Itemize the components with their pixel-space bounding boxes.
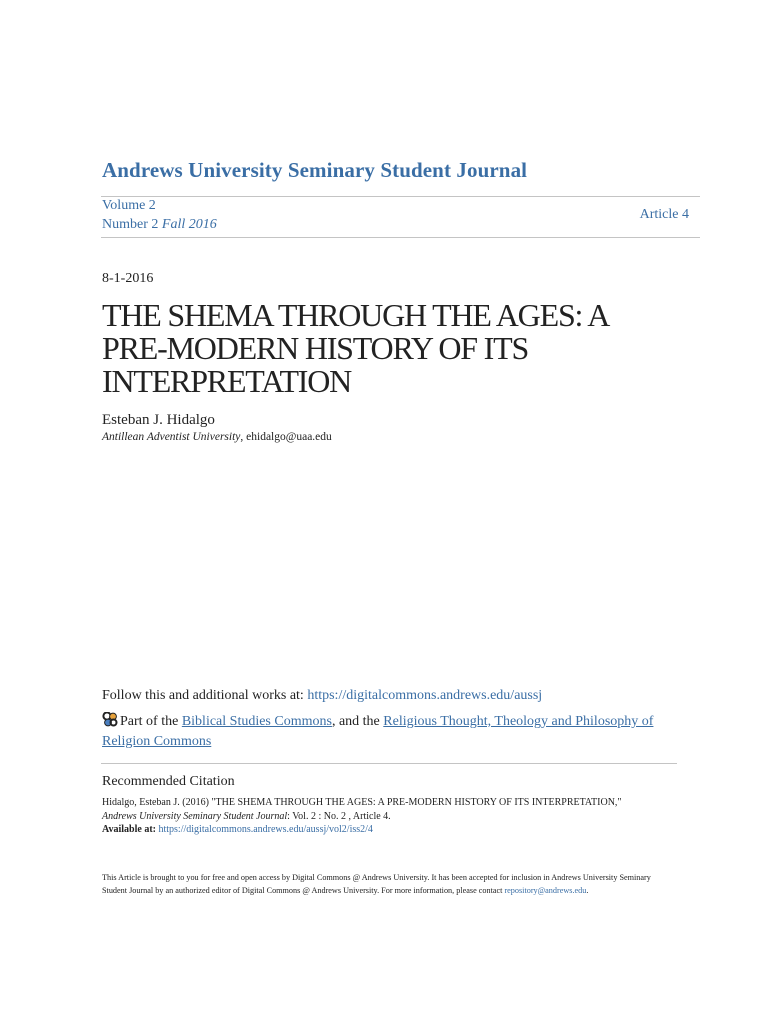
commons-network-icon — [102, 712, 118, 727]
repository-email-link[interactable]: repository@andrews.edu — [504, 886, 587, 895]
issue-season[interactable]: Fall 2016 — [161, 217, 217, 232]
citation-divider — [101, 763, 677, 764]
citation-journal: Andrews University Seminary Student Journal — [102, 810, 288, 822]
author-affiliation-line — [102, 431, 332, 443]
follow-url-link[interactable]: https://digitalcommons.andrews.edu/aussj — [307, 688, 543, 703]
recommended-citation-heading: Recommended Citation — [102, 774, 235, 789]
citation-block — [102, 796, 702, 837]
part-of-prefix: Part of the — [120, 714, 182, 729]
journal-title[interactable]: Andrews University Seminary Student Journal — [102, 158, 528, 182]
top-divider — [101, 196, 700, 197]
citation-volume: : Vol. 2 : No. 2 , Article 4. — [287, 810, 391, 822]
religious-thought-commons-link[interactable]: Religious Thought, Theology and Philosophy of Religion Commons — [102, 714, 654, 749]
part-of-middle: , and the — [331, 714, 384, 729]
article-title: THE SHEMA THROUGH THE AGES: A PRE-MODERN HISTORY OF ITS INTERPRETATION — [102, 297, 608, 399]
author-email: , ehidalgo@uaa.edu — [240, 431, 332, 443]
article-number-link[interactable]: Article 4 — [639, 207, 689, 222]
follow-line — [102, 688, 542, 704]
citation-line-2 — [102, 810, 702, 824]
biblical-studies-commons-link[interactable]: Biblical Studies Commons — [181, 714, 332, 729]
issue-number[interactable]: Number 2 — [102, 217, 159, 232]
citation-url-link[interactable]: https://digitalcommons.andrews.edu/aussj/vol2/iss2/4 — [158, 824, 373, 835]
footer-end: . — [586, 886, 589, 895]
citation-line-3 — [102, 823, 702, 837]
author-affiliation: Antillean Adventist University — [102, 431, 241, 443]
publication-date: 8-1-2016 — [102, 271, 154, 286]
author-name: Esteban J. Hidalgo — [102, 412, 215, 428]
available-at-label: Available at: — [102, 824, 159, 835]
footer-text: This Article is brought to you for free and open access by Digital Commons @ Andrews University. It has been accepted for inclusion in Andrews University Seminary Student Journal by an authorized editor of Digital Commons @ Andrews University. For more information, please contact — [102, 873, 651, 895]
bottom-divider — [101, 237, 700, 238]
volume-link[interactable]: Volume 2 — [102, 198, 156, 213]
footer-note — [102, 871, 662, 897]
part-of-line — [102, 712, 692, 751]
citation-line-1: Hidalgo, Esteban J. (2016) "THE SHEMA THROUGH THE AGES: A PRE-MODERN HISTORY OF ITS INTERPRETATION," — [102, 797, 622, 808]
issue-number-line[interactable] — [102, 217, 217, 233]
follow-label: Follow this and additional works at: — [102, 688, 308, 703]
